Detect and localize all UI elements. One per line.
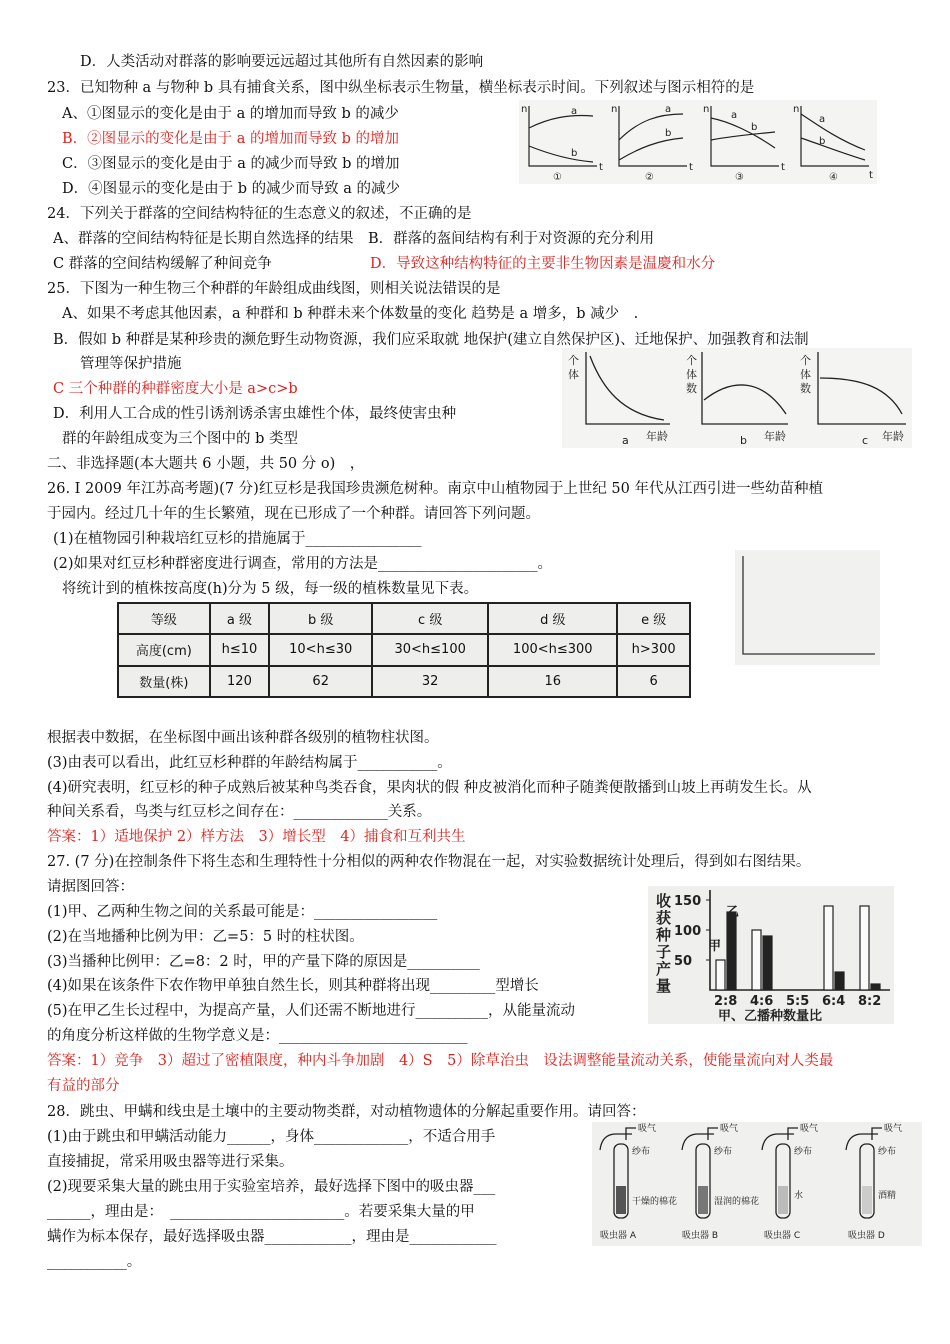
q23-option-c: C．③图显示的变化是由于 a 的减少而导致 b 的增加 bbox=[62, 156, 400, 172]
graph2-number: ② bbox=[645, 172, 654, 183]
aspirator-a-content-label: 干燥的棉花 bbox=[632, 1197, 678, 1207]
graph3-y-label: n bbox=[703, 104, 710, 115]
graph4-curve-b bbox=[801, 138, 865, 160]
aspirator-b-suction-label: 吸气 bbox=[720, 1124, 739, 1134]
graph1-b-label: b bbox=[571, 148, 578, 159]
q27-q3: (3)当播种比例甲：乙=8：2 时，甲的产量下降的原因是__________ bbox=[47, 954, 480, 970]
table-cell: 30<h≤100 bbox=[372, 634, 488, 665]
q24-stem: 24．下列关于群落的空间结构特征的生态意义的叙述，不正确的是 bbox=[47, 206, 472, 222]
graph4-curve-a bbox=[801, 114, 865, 150]
q26-q4-line2: 种间关系看，鸟类与红豆杉之间存在：_____________关系。 bbox=[47, 804, 432, 820]
graph3-axes bbox=[711, 106, 779, 166]
graph4-number: ④ bbox=[829, 172, 838, 183]
graph1-x-label: t bbox=[599, 162, 603, 173]
q25-option-d-line1: D．利用人工合成的性引诱剂诱杀害虫雄性个体，最终使害虫种 bbox=[53, 406, 457, 422]
graph3-x-label: t bbox=[781, 162, 785, 173]
graph-b-ylabel-2: 体 bbox=[686, 368, 697, 381]
q27-bar-jia bbox=[716, 960, 725, 990]
q27-q5-line2: 的角度分析这样做的生物学意义是：__________________________ bbox=[47, 1028, 468, 1044]
q27-bar-yi bbox=[871, 984, 880, 990]
q24-option-c: C 群落的空间结构缓解了种间竞争 bbox=[53, 256, 272, 272]
q23-option-b: B．②图显示的变化是由于 a 的增加而导致 b 的增加 bbox=[62, 131, 400, 147]
graph1-curve-a bbox=[529, 116, 593, 129]
q27-bar-yi bbox=[763, 936, 772, 990]
table-cell: 6 bbox=[617, 666, 690, 697]
q27-bar-yi bbox=[727, 912, 736, 990]
q28-q1-line1: (1)由于跳虫和甲螨活动能力______，身体_____________，不适合用手 bbox=[47, 1129, 496, 1145]
q23-option-a: A、①图显示的变化是由于 a 的增加而导致 b 的减少 bbox=[62, 106, 399, 122]
q27-answer-line1: 答案：1）竞争 3）超过了密植限度，种内斗争加剧 4）S 5）除草治虫 设法调整能量流动关系，使能量流向对人类最 bbox=[47, 1053, 834, 1069]
table-cell: 数量(株) bbox=[118, 666, 210, 697]
q25-graphs bbox=[562, 348, 912, 448]
q27-ylabel-text: 收获种子产量 bbox=[656, 892, 672, 995]
q27-category-label: 6:4 bbox=[822, 994, 846, 1009]
graph-c-name: c bbox=[862, 434, 869, 447]
graph3-a-label: a bbox=[731, 110, 738, 121]
table-cell: e 级 bbox=[617, 603, 690, 634]
q27-q1: (1)甲、乙两种生物之间的关系最可能是：_________________ bbox=[47, 904, 438, 920]
table-cell: d 级 bbox=[488, 603, 617, 634]
q26-q2: (2)如果对红豆杉种群密度进行调查，常用的方法是______________________。 bbox=[53, 556, 553, 572]
graph-a-curve bbox=[590, 356, 664, 420]
aspirator-c-gauze-label: 纱布 bbox=[794, 1147, 813, 1157]
graph4-a-label: a bbox=[819, 114, 826, 125]
q26-answer: 答案：1）适地保护 2）样方法 3）增长型 4）捕食和互利共生 bbox=[47, 829, 466, 845]
q26-blank-axes bbox=[735, 550, 880, 665]
q27-ytick-label: 100 bbox=[674, 924, 702, 939]
graph-c-curve bbox=[820, 378, 902, 414]
graph-a-xlabel: 年龄 bbox=[646, 430, 668, 443]
graph-c-xlabel: 年龄 bbox=[882, 430, 904, 443]
q26-draw-instruction: 根据表中数据，在坐标图中画出该种群各级别的植物柱状图。 bbox=[47, 730, 439, 746]
graph-b-ylabel-1: 个 bbox=[686, 354, 697, 367]
q27-line2: 请据图回答： bbox=[47, 879, 134, 895]
q27-q4: (4)如果在该条件下农作物甲单独自然生长，则其种群将出现_________型增长 bbox=[47, 978, 539, 994]
table-cell: b 级 bbox=[269, 603, 372, 634]
aspirator-d-suction-label: 吸气 bbox=[884, 1124, 903, 1134]
table-cell: 10<h≤30 bbox=[269, 634, 372, 665]
aspirator-a-gauze-label: 纱布 bbox=[632, 1147, 651, 1157]
q27-series-label-yi: 乙 bbox=[726, 905, 740, 920]
q27-category-label: 8:2 bbox=[858, 994, 882, 1009]
aspirator-b-name: 吸虫器 B bbox=[682, 1231, 719, 1241]
q26-table-intro: 将统计到的植株按高度(h)分为 5 级，每一级的植株数量见下表。 bbox=[62, 581, 479, 597]
graph-b-name: b bbox=[740, 434, 747, 447]
q23-option-d: D．④图显示的变化是由于 b 的减少而导致 a 的减少 bbox=[62, 181, 400, 197]
graph2-curve-a bbox=[619, 114, 683, 140]
q28-q2-line3: 螨作为标本保存，最好选择吸虫器____________，理由是____________ bbox=[47, 1229, 497, 1245]
q24-options-ab: A、群落的空间结构特征是长期自然选择的结果 B．群落的盔间结构有利于对资源的充分利用 bbox=[53, 231, 655, 247]
graph1-a-label: a bbox=[571, 106, 578, 117]
table-cell: 120 bbox=[210, 666, 270, 697]
table-cell: 16 bbox=[488, 666, 617, 697]
q27-q5-line1: (5)在甲乙生长过程中，为提高产量，人们还需不断地进行__________，从能量流动 bbox=[47, 1003, 576, 1019]
graph4-y-label: n bbox=[793, 104, 800, 115]
table-cell: 等级 bbox=[118, 603, 210, 634]
q25-option-a: A、如果不考虑其他因素，a 种群和 b 种群未来个体数量的变化 趋势是 a 增多，b 减少 . bbox=[62, 306, 639, 322]
blank-axes-lines bbox=[743, 556, 875, 654]
graph1-number: ① bbox=[553, 172, 562, 183]
aspirator-d-content-label: 酒精 bbox=[878, 1191, 897, 1201]
q23-stem: 23．已知物种 a 与物种 b 具有捕食关系，图中纵坐标表示生物量，横坐标表示时间。下列叙述与图示相符的是 bbox=[47, 80, 755, 96]
q27-line1: 27. (7 分)在控制条件下将生态和生理特性十分相似的两种农作物混在一起，对实验数据统计处理后，得到如右图结果。 bbox=[47, 854, 811, 870]
q25-option-b-line2: 管理等保护措施 bbox=[80, 356, 182, 372]
aspirator-b-cotton bbox=[698, 1186, 708, 1214]
graph2-x-label: t bbox=[689, 162, 693, 173]
graph-c-axes bbox=[818, 352, 906, 424]
table-cell: 62 bbox=[269, 666, 372, 697]
q27-chart bbox=[648, 886, 894, 1024]
q27-ylabel bbox=[655, 892, 671, 995]
aspirator-d-alcohol bbox=[862, 1186, 872, 1214]
graph-c-ylabel-2: 体 bbox=[800, 368, 811, 381]
q26-line1: 26. I 2009 年江苏高考题)(7 分)红豆杉是我国珍贵濒危树种。南京中山植物园于上世纪 50 年代从江西引进一些幼苗种植 bbox=[47, 481, 823, 497]
graph4-b-label: b bbox=[819, 136, 826, 147]
graph2-curve-b bbox=[619, 138, 683, 160]
aspirator-a-name: 吸虫器 A bbox=[600, 1231, 637, 1241]
graph-a-ylabel-2: 体 bbox=[568, 368, 579, 381]
table-cell: 高度(cm) bbox=[118, 634, 210, 665]
q28-q1-line2: 直接捕捉，常采用吸虫器等进行采集。 bbox=[47, 1154, 294, 1170]
graph-a-axes bbox=[586, 352, 670, 424]
q27-bar-jia bbox=[752, 930, 761, 990]
aspirator-c-name: 吸虫器 C bbox=[764, 1231, 801, 1241]
table-cell: h≤10 bbox=[210, 634, 270, 665]
graph2-b-label: b bbox=[665, 128, 672, 139]
q28-aspirators bbox=[592, 1122, 922, 1246]
graph-c-ylabel-3: 数 bbox=[800, 382, 811, 395]
q25-stem: 25．下图为一种生物三个种群的年龄组成曲线图，则相关说法错误的是 bbox=[47, 281, 501, 297]
aspirator-c-suction-label: 吸气 bbox=[800, 1124, 819, 1134]
q26-q3: (3)由表可以看出，此红豆杉种群的年龄结构属于___________。 bbox=[47, 755, 452, 771]
q26-line2: 于园内。经过几十年的生长繁殖，现在已形成了一个种群。请回答下列问题。 bbox=[47, 506, 540, 522]
q27-bar-yi bbox=[835, 972, 844, 990]
q27-category-label: 5:5 bbox=[786, 994, 810, 1009]
graph3-b-label: b bbox=[751, 122, 758, 133]
table-cell: 32 bbox=[372, 666, 488, 697]
q28-q2-line2: ______，理由是： ________________________。若要采集大量的甲 bbox=[47, 1204, 475, 1220]
graph1-curve-b bbox=[529, 146, 593, 162]
section-2-heading: 二、非选择题(本大题共 6 小题，共 50 分 o) ， bbox=[47, 456, 365, 472]
q26-height-table bbox=[117, 602, 691, 698]
q27-bar-jia bbox=[824, 906, 833, 990]
aspirator-c-content-label: 水 bbox=[794, 1191, 804, 1201]
q26-q1: (1)在植物园引种栽培红豆杉的措施属于________________ bbox=[53, 531, 422, 547]
aspirator-b-gauze-label: 纱布 bbox=[714, 1147, 733, 1157]
q27-ytick-label: 50 bbox=[674, 954, 693, 969]
q22-option-d: D．人类活动对群落的影响要远远超过其他所有自然因素的影响 bbox=[80, 54, 484, 70]
q27-series-label-jia: 甲 bbox=[708, 939, 722, 954]
aspirator-d-gauze-label: 纱布 bbox=[878, 1147, 897, 1157]
q26-q4-line1: (4)研究表明，红豆杉的种子成熟后被某种鸟类吞食，果肉状的假 种皮被消化而种子随粪便散播到山坡上再萌发生长。从 bbox=[47, 780, 812, 796]
q28-q2-line4: ___________。 bbox=[47, 1254, 142, 1270]
graph4-x-label: t bbox=[869, 170, 873, 181]
aspirator-c-water bbox=[778, 1186, 788, 1214]
q25-figure bbox=[562, 348, 912, 448]
q28-stem: 28．跳虫、甲螨和线虫是土壤中的主要动物类群，对动植物遗体的分解起重要作用。请回答： bbox=[47, 1104, 646, 1120]
graph-b-axes bbox=[702, 352, 788, 424]
q23-figure bbox=[519, 100, 877, 184]
q27-bar-chart bbox=[648, 886, 894, 1024]
table-cell: c 级 bbox=[372, 603, 488, 634]
q27-category-label: 2:8 bbox=[714, 994, 738, 1009]
q25-option-d-line2: 群的年龄组成变为三个图中的 b 类型 bbox=[62, 431, 298, 447]
table-cell: h>300 bbox=[617, 634, 690, 665]
graph-a-name: a bbox=[622, 434, 629, 447]
graph2-a-label: a bbox=[665, 104, 672, 115]
graph-b-xlabel: 年龄 bbox=[764, 430, 786, 443]
q27-answer-line2: 有益的部分 bbox=[47, 1078, 120, 1094]
graph2-axes bbox=[619, 106, 687, 166]
q27-xlabel: 甲、乙播种数量比 bbox=[718, 1009, 823, 1024]
graph-b-ylabel-3: 数 bbox=[686, 382, 697, 395]
graph3-number: ③ bbox=[735, 172, 744, 183]
q27-ytick-label: 150 bbox=[674, 894, 702, 909]
q25-option-c: C 三个种群的种群密度大小是 a>c>b bbox=[53, 381, 298, 397]
aspirator-a-suction-label: 吸气 bbox=[638, 1124, 657, 1134]
q25-option-b-line1: B．假如 b 种群是某种珍贵的濒危野生动物资源，我们应采取就 地保护(建立自然保护区)、迁地保护、加强教育和法制 bbox=[53, 332, 809, 348]
q27-bar-jia bbox=[860, 906, 869, 990]
q28-aspirators-figure bbox=[592, 1122, 922, 1246]
table-cell: 100<h≤300 bbox=[488, 634, 617, 665]
graph2-y-label: n bbox=[611, 104, 618, 115]
aspirator-a-cotton bbox=[616, 1186, 626, 1214]
aspirator-d-name: 吸虫器 D bbox=[848, 1231, 885, 1241]
q27-q2: (2)在当地播种比例为甲：乙=5：5 时的柱状图。 bbox=[47, 929, 364, 945]
graph3-curve-b bbox=[711, 132, 775, 140]
graph-b-curve bbox=[704, 385, 786, 414]
q24-option-d: D．导致这种结构特征的主要非生物因素是温慶和水分 bbox=[370, 256, 716, 272]
graph1-y-label: n bbox=[521, 104, 528, 115]
q27-category-label: 4:6 bbox=[750, 994, 774, 1009]
q23-graphs bbox=[519, 100, 877, 184]
graph-c-ylabel-1: 个 bbox=[800, 354, 811, 367]
aspirator-b-content-label: 湿润的棉花 bbox=[714, 1197, 760, 1207]
graph-a-ylabel-1: 个 bbox=[568, 354, 579, 367]
q28-q2-line1: (2)现要采集大量的跳虫用于实验室培养，最好选择下图中的吸虫器___ bbox=[47, 1179, 496, 1195]
table-cell: a 级 bbox=[210, 603, 270, 634]
